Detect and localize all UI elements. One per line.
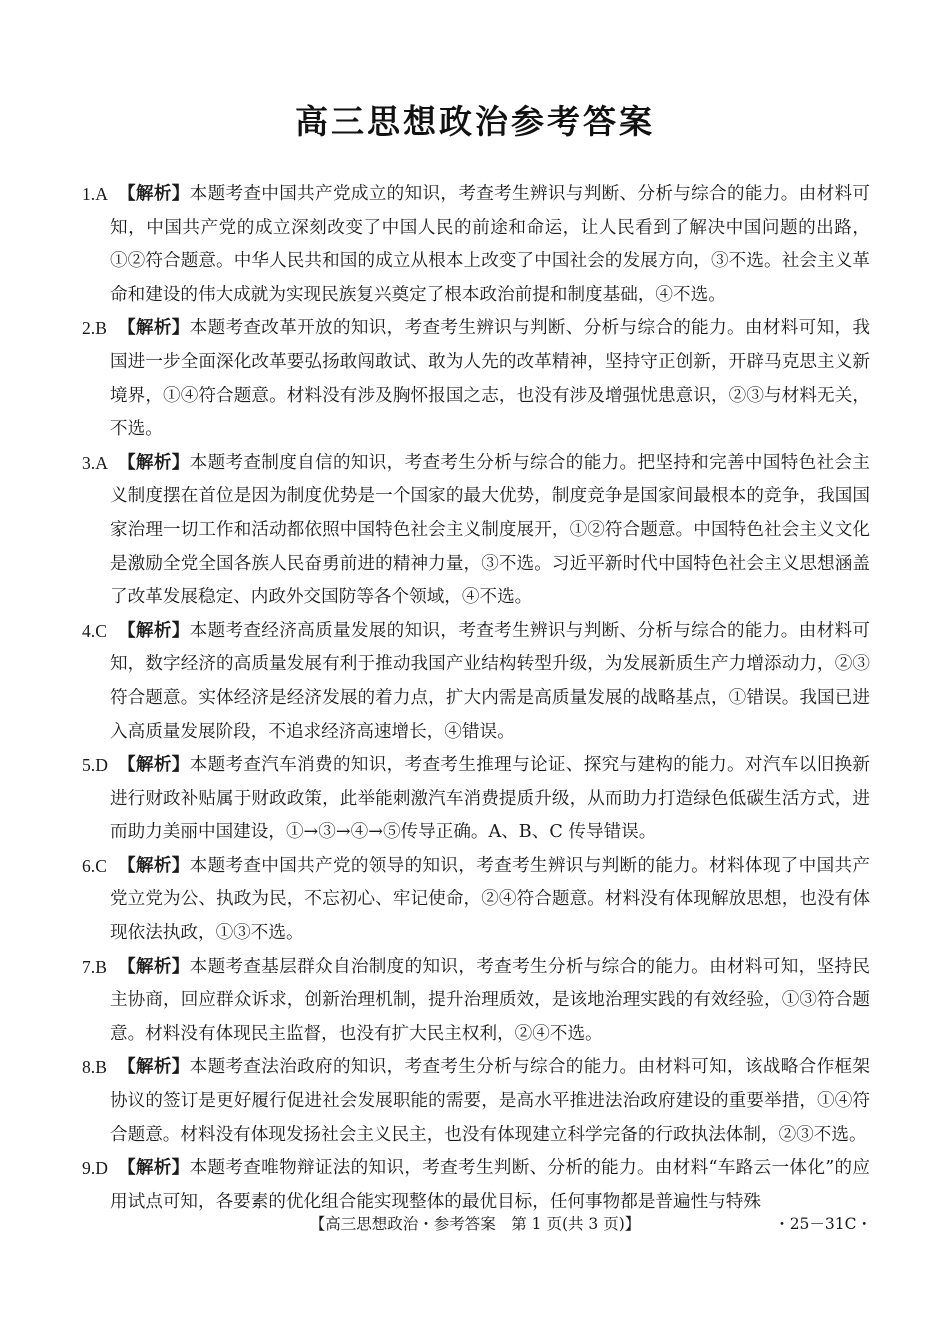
analysis-tag: 【解析】 [118, 318, 190, 339]
item-text: 本题考查中国共产党的领导的知识，考查考生辨识与判断的能力。材料体现了中国共产党立党为公、执政为民，不忘初心、牢记使命，②④符合题意。材料没有体现解放思想，也没有体现依法执政，①③不选。 [110, 855, 870, 944]
answer-item-6 [82, 850, 870, 951]
answer-item-8 [82, 1051, 870, 1152]
answer-item-9 [82, 1152, 870, 1219]
item-number: 7.B [82, 956, 107, 977]
analysis-tag: 【解析】 [118, 956, 190, 977]
footer-paper-code: ・25－31C・ [774, 1215, 872, 1233]
item-number: 2.B [82, 318, 107, 339]
answer-list [82, 178, 870, 1219]
item-text: 本题考查经济高质量发展的知识，考查考生辨识与判断、分析与综合的能力。由材料可知，数字经济的高质量发展有利于推动我国产业结构转型升级，为发展新质生产力增添动力，②③符合题意。实体经济是经济发展的着力点，扩大内需是高质量发展的战略基点，①错误。我国已进入高质量发展阶段，不追求经济高速增长，④错误。 [110, 620, 870, 742]
footer-page-info: 【高三思想政治・参考答案 第 1 页(共 3 页)】 [309, 1215, 641, 1233]
answer-item-7 [82, 951, 870, 1052]
analysis-tag: 【解析】 [118, 755, 190, 776]
answer-item-3 [82, 447, 870, 615]
item-number: 6.C [82, 855, 107, 876]
item-text: 本题考查制度自信的知识，考查考生分析与综合的能力。把坚持和完善中国特色社会主义制度摆在首位是因为制度优势是一个国家的最大优势，制度竞争是国家间最根本的竞争，我国国家治理一切工作和活动都依照中国特色社会主义制度展开，①②符合题意。中国特色社会主义文化是激励全党全国各族人民奋勇前进的精神力量，③不选。习近平新时代中国特色社会主义思想涵盖了改革发展稳定、内政外交国防等各个领域，④不选。 [110, 452, 870, 608]
item-number: 4.C [82, 620, 107, 641]
item-text: 本题考查中国共产党成立的知识，考查考生辨识与判断、分析与综合的能力。由材料可知，中国共产党的成立深刻改变了中国人民的前途和命运，让人民看到了解决中国问题的出路，①②符合题意。中华人民共和国的成立从根本上改变了中国社会的发展方向，③不选。社会主义革命和建设的伟大成就为实现民族复兴奠定了根本政治前提和制度基础，④不选。 [110, 184, 870, 305]
analysis-tag: 【解析】 [118, 855, 190, 876]
item-text: 本题考查唯物辩证法的知识，考查考生判断、分析的能力。由材料“车路云一体化”的应用试点可知，各要素的优化组合能实现整体的最优目标，任何事物都是普遍性与特殊 [110, 1158, 870, 1212]
answer-item-5 [82, 749, 870, 850]
analysis-tag: 【解析】 [118, 184, 190, 204]
item-number: 8.B [82, 1057, 107, 1078]
item-number: 1.A [82, 184, 108, 204]
answer-item-1 [82, 178, 870, 312]
page-title: 高三思想政治参考答案 [295, 102, 655, 141]
answer-item-4 [82, 615, 870, 749]
item-number: 9.D [82, 1158, 108, 1179]
item-text: 本题考查基层群众自治制度的知识，考查考生分析与综合的能力。由材料可知，坚持民主协商，回应群众诉求，创新治理机制，提升治理质效，是该地治理实践的有效经验，①③符合题意。材料没有体现民主监督，也没有扩大民主权利，②④不选。 [110, 956, 870, 1044]
analysis-tag: 【解析】 [118, 452, 190, 473]
answer-item-2 [82, 312, 870, 446]
analysis-tag: 【解析】 [118, 1158, 190, 1179]
item-text: 本题考查汽车消费的知识，考查考生推理与论证、探究与建构的能力。对汽车以旧换新进行财政补贴属于财政政策，此举能刺激汽车消费提质升级，从而助力打造绿色低碳生活方式，进而助力美丽中国建设，①→③→④→⑤传导正确。A、B、C 传导错误。 [110, 755, 870, 843]
page-footer [0, 1212, 950, 1236]
analysis-tag: 【解析】 [118, 1057, 190, 1078]
item-text: 本题考查法治政府的知识，考查考生分析与综合的能力。由材料可知，该战略合作框架协议的签订是更好履行促进社会发展职能的需要，是高水平推进法治政府建设的重要举措，①④符合题意。材料没有体现发扬社会主义民主，也没有体现建立科学完备的行政执法体制，②③不选。 [110, 1057, 870, 1145]
item-number: 3.A [82, 452, 108, 473]
analysis-tag: 【解析】 [118, 620, 190, 641]
item-text: 本题考查改革开放的知识，考查考生辨识与判断、分析与综合的能力。由材料可知，我国进一步全面深化改革要弘扬敢闯敢试、敢为人先的改革精神，坚持守正创新，开辟马克思主义新境界，①④符合题意。材料没有涉及胸怀报国之志，也没有涉及增强忧患意识，②③与材料无关，不选。 [110, 318, 870, 440]
item-number: 5.D [82, 755, 108, 776]
